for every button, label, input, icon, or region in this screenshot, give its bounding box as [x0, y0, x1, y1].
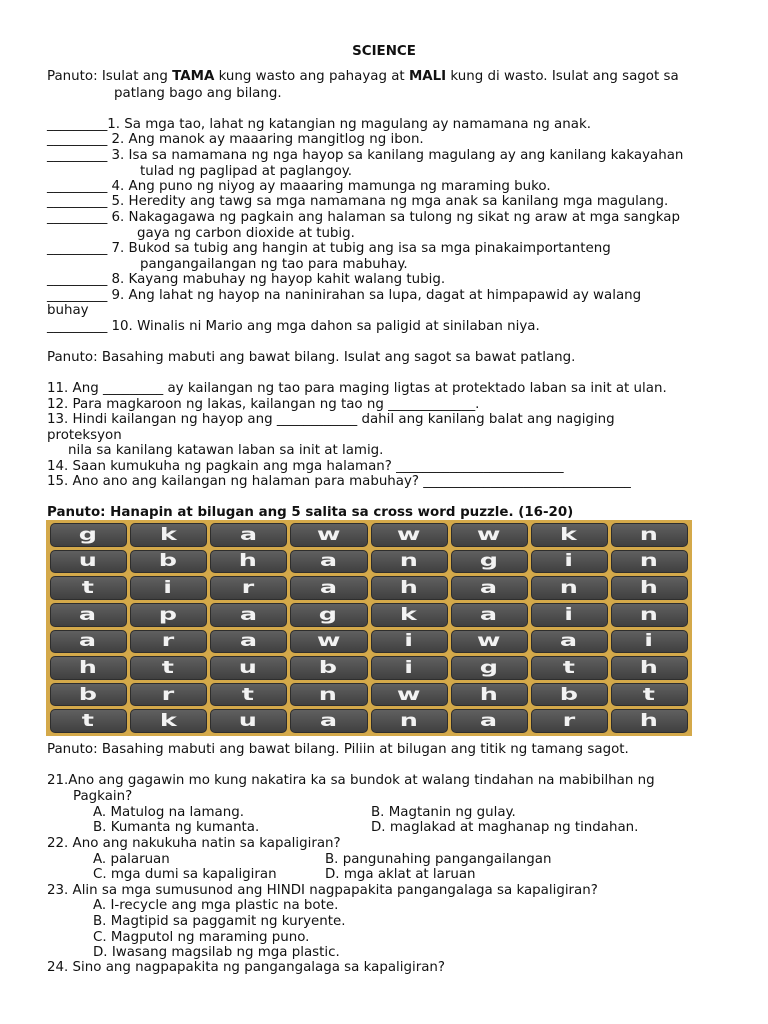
puzzle-letter: k [159, 524, 178, 545]
q22-option-a: A. palaruan [93, 852, 170, 867]
puzzle-cell [451, 709, 528, 733]
puzzle-letter: b [78, 684, 99, 705]
puzzle-letter: i [644, 631, 655, 652]
puzzle-cell [130, 523, 207, 547]
puzzle-cell [611, 709, 688, 733]
puzzle-letter: n [559, 578, 580, 599]
puzzle-letter: w [476, 631, 502, 652]
puzzle-letter: a [79, 604, 98, 625]
puzzle-cell [290, 603, 367, 627]
tf-item-1: _________1. Sa mga tao, lahat ng katangian ng magulang ay namamana ng anak. [47, 117, 591, 132]
puzzle-letter: a [479, 711, 499, 732]
tf-item-2: _________ 2. Ang manok ay maaaring mangitlog ng ibon. [47, 132, 424, 147]
puzzle-letter: a [239, 524, 259, 545]
part3-instructions: Panuto: Hanapin at bilugan ang 5 salita sa cross word puzzle. (16-20) [47, 505, 574, 520]
puzzle-letter: i [564, 604, 575, 625]
puzzle-letter: a [319, 578, 339, 599]
puzzle-letter: t [81, 578, 96, 599]
puzzle-cell [451, 576, 528, 600]
tf-item-8: _________ 8. Kayang mabuhay ng hayop kahit walang tubig. [47, 272, 446, 287]
q23-option-a: A. I-recycle ang mga plastic na bote. [93, 898, 339, 913]
puzzle-letter: t [241, 684, 256, 705]
puzzle-cell [531, 683, 608, 707]
puzzle-letter: i [403, 631, 415, 652]
tf-item-3-cont: tulad ng paglipad at paglangoy. [140, 164, 353, 179]
puzzle-letter: n [399, 551, 419, 572]
mali-keyword: MALI [408, 69, 447, 84]
puzzle-cell [531, 603, 608, 627]
puzzle-cell [290, 550, 367, 574]
puzzle-cell [210, 523, 287, 547]
puzzle-letter: n [639, 524, 660, 545]
puzzle-letter: h [479, 684, 500, 705]
puzzle-cell [130, 683, 207, 707]
puzzle-cell [210, 709, 287, 733]
tf-item-9: _________ 9. Ang lahat ng hayop na naninirahan sa lupa, dagat at himpapawid ay walang [47, 288, 642, 303]
puzzle-letter: k [159, 711, 178, 732]
puzzle-letter: w [396, 524, 422, 545]
puzzle-cell [210, 550, 287, 574]
question-23: 23. Alin sa mga sumusunod ang HINDI nagpapakita pangangalaga sa kapaligiran? [47, 883, 598, 898]
puzzle-letter: w [396, 684, 422, 705]
puzzle-cell [451, 656, 528, 680]
puzzle-cell [50, 603, 127, 627]
puzzle-cell [50, 656, 127, 680]
puzzle-letter: u [78, 551, 99, 572]
puzzle-cell [531, 709, 608, 733]
puzzle-letter: h [78, 657, 99, 678]
puzzle-letter: h [238, 551, 259, 572]
puzzle-cell [531, 523, 608, 547]
q22-option-b: B. pangunahing pangangailangan [325, 852, 552, 867]
puzzle-cell [290, 709, 367, 733]
puzzle-cell [210, 630, 287, 654]
puzzle-letter: t [81, 711, 96, 732]
question-21-cont: Pagkain? [73, 789, 133, 804]
puzzle-cell [611, 656, 688, 680]
part1-instructions-cont: patlang bago ang bilang. [114, 86, 282, 101]
puzzle-cell [531, 550, 608, 574]
puzzle-letter: n [399, 711, 419, 732]
puzzle-letter: t [562, 657, 577, 678]
puzzle-cell [371, 603, 448, 627]
puzzle-letter: w [316, 631, 342, 652]
puzzle-cell [130, 656, 207, 680]
puzzle-letter: a [79, 631, 98, 652]
puzzle-cell [290, 630, 367, 654]
puzzle-cell [130, 630, 207, 654]
puzzle-letter: t [161, 657, 176, 678]
fill-item-15: 15. Ano ano ang kailangan ng halaman para mabuhay? _______________________________ [47, 474, 631, 489]
tf-item-3: _________ 3. Isa sa namamana ng nga hayop sa kanilang magulang ay ang kanilang kakayahan [47, 148, 684, 163]
puzzle-cell [210, 683, 287, 707]
puzzle-cell [130, 550, 207, 574]
puzzle-letter: k [399, 604, 419, 625]
question-21: 21.Ano ang gagawin mo kung nakatira ka sa bundok at walang tindahan na mabibilhan ng [47, 773, 655, 788]
puzzle-letter: u [238, 657, 259, 678]
puzzle-letter: r [161, 631, 176, 652]
q23-option-b: B. Magtipid sa paggamit ng kuryente. [93, 914, 346, 929]
part2-instructions: Panuto: Basahing mabuti ang bawat bilang. Isulat ang sagot sa bawat patlang. [47, 350, 576, 365]
puzzle-letter: p [158, 604, 179, 625]
tf-item-9-cont: buhay [47, 303, 89, 318]
puzzle-cell [130, 709, 207, 733]
word-search-grid [50, 523, 688, 733]
puzzle-letter: a [239, 604, 259, 625]
puzzle-letter: a [479, 604, 499, 625]
puzzle-cell [290, 523, 367, 547]
puzzle-cell [371, 576, 448, 600]
puzzle-letter: g [78, 524, 99, 545]
fill-item-13-cont2: nila sa kanilang katawan laban sa init at lamig. [68, 443, 384, 458]
puzzle-letter: g [479, 551, 500, 572]
puzzle-letter: h [399, 578, 419, 599]
puzzle-letter: g [319, 604, 339, 625]
puzzle-letter: b [158, 551, 179, 572]
puzzle-cell [130, 576, 207, 600]
puzzle-letter: w [316, 524, 342, 545]
puzzle-cell [371, 656, 448, 680]
puzzle-letter: r [241, 578, 256, 599]
q23-option-d: D. Iwasang magsilab ng mga plastic. [93, 945, 340, 960]
question-22: 22. Ano ang nakukuha natin sa kapaligiran? [47, 836, 341, 851]
puzzle-cell [210, 656, 287, 680]
puzzle-letter: h [639, 657, 660, 678]
fill-item-14: 14. Saan kumukuha ng pagkain ang mga halaman? _________________________ [47, 459, 564, 474]
puzzle-letter: a [559, 631, 579, 652]
q21-option-a: A. Matulog na lamang. [93, 805, 244, 820]
puzzle-cell [210, 603, 287, 627]
tf-item-4: _________ 4. Ang puno ng niyog ay maaaring mamunga ng maraming buko. [47, 179, 551, 194]
puzzle-cell [50, 550, 127, 574]
q21-option-b: B. Magtanin ng gulay. [371, 805, 516, 820]
puzzle-cell [611, 576, 688, 600]
tf-item-5: _________ 5. Heredity ang tawg sa mga namamana ng mga anak sa kanilang mga magulang. [47, 194, 669, 209]
puzzle-cell [50, 630, 127, 654]
puzzle-letter: b [319, 657, 339, 678]
fill-item-12: 12. Para magkaroon ng lakas, kailangan ng tao ng _____________. [47, 397, 480, 412]
puzzle-cell [611, 683, 688, 707]
puzzle-cell [371, 630, 448, 654]
fill-item-11: 11. Ang _________ ay kailangan ng tao para maging ligtas at protektado laban sa init at ulan. [47, 381, 667, 396]
puzzle-letter: u [238, 711, 259, 732]
puzzle-letter: w [476, 524, 502, 545]
puzzle-letter: r [562, 711, 577, 732]
puzzle-cell [50, 523, 127, 547]
puzzle-cell [451, 550, 528, 574]
puzzle-letter: t [642, 684, 657, 705]
tf-item-10: _________ 10. Winalis ni Mario ang mga dahon sa paligid at sinilaban niya. [47, 319, 540, 334]
word-search-puzzle [46, 520, 692, 736]
puzzle-cell [50, 576, 127, 600]
fill-item-13-cont: proteksyon [47, 428, 122, 443]
tf-item-7: _________ 7. Bukod sa tubig ang hangin at tubig ang isa sa mga pinakaimportanteng [47, 241, 611, 256]
puzzle-cell [50, 709, 127, 733]
tf-item-7-cont: pangangailangan ng tao para mabuhay. [140, 257, 408, 272]
puzzle-letter: h [639, 578, 660, 599]
puzzle-letter: a [319, 551, 339, 572]
puzzle-letter: b [559, 684, 580, 705]
puzzle-cell [50, 683, 127, 707]
puzzle-cell [611, 550, 688, 574]
puzzle-cell [451, 630, 528, 654]
puzzle-letter: a [319, 711, 339, 732]
puzzle-cell [531, 656, 608, 680]
puzzle-cell [451, 523, 528, 547]
puzzle-letter: n [319, 684, 339, 705]
puzzle-cell [130, 603, 207, 627]
tf-item-6: _________ 6. Nakagagawa ng pagkain ang halaman sa tulong ng sikat ng araw at mga sangkap [47, 210, 681, 225]
puzzle-cell [371, 523, 448, 547]
puzzle-cell [290, 576, 367, 600]
part1-instructions: Panuto: Isulat ang TAMA kung wasto ang pahayag at MALI kung di wasto. Isulat ang sagot sa [47, 69, 679, 84]
puzzle-letter: n [639, 551, 660, 572]
puzzle-cell [531, 630, 608, 654]
question-24: 24. Sino ang nagpapakita ng pangangalaga sa kapaligiran? [47, 960, 446, 975]
puzzle-cell [371, 683, 448, 707]
puzzle-letter: i [564, 551, 575, 572]
puzzle-cell [451, 603, 528, 627]
puzzle-cell [210, 576, 287, 600]
puzzle-letter: a [479, 578, 499, 599]
tf-item-6-cont: gaya ng carbon dioxide at tubig. [137, 226, 355, 241]
puzzle-cell [290, 683, 367, 707]
puzzle-letter: g [479, 657, 500, 678]
tama-keyword: TAMA [172, 69, 215, 84]
puzzle-letter: a [239, 631, 259, 652]
puzzle-letter: i [403, 657, 415, 678]
puzzle-cell [451, 683, 528, 707]
puzzle-cell [371, 550, 448, 574]
puzzle-cell [611, 523, 688, 547]
page-title: SCIENCE [352, 44, 416, 59]
q21-option-c: B. Kumanta ng kumanta. [93, 820, 260, 835]
puzzle-letter: n [639, 604, 660, 625]
puzzle-letter: k [560, 524, 579, 545]
q21-option-d: D. maglakad at maghanap ng tindahan. [371, 820, 639, 835]
part4-instructions: Panuto: Basahing mabuti ang bawat bilang. Piliin at bilugan ang titik ng tamang sagot. [47, 742, 629, 757]
puzzle-cell [290, 656, 367, 680]
puzzle-cell [531, 576, 608, 600]
q22-option-d: D. mga aklat at laruan [325, 867, 476, 882]
puzzle-cell [611, 603, 688, 627]
fill-item-13: 13. Hindi kailangan ng hayop ang ____________ dahil ang kanilang balat ang nagiging [47, 412, 615, 427]
q23-option-c: C. Magputol ng maraming puno. [93, 930, 310, 945]
q22-option-c: C. mga dumi sa kapaligiran [93, 867, 277, 882]
puzzle-cell [371, 709, 448, 733]
puzzle-letter: i [163, 578, 174, 599]
puzzle-cell [611, 630, 688, 654]
puzzle-letter: h [639, 711, 660, 732]
puzzle-letter: r [161, 684, 176, 705]
